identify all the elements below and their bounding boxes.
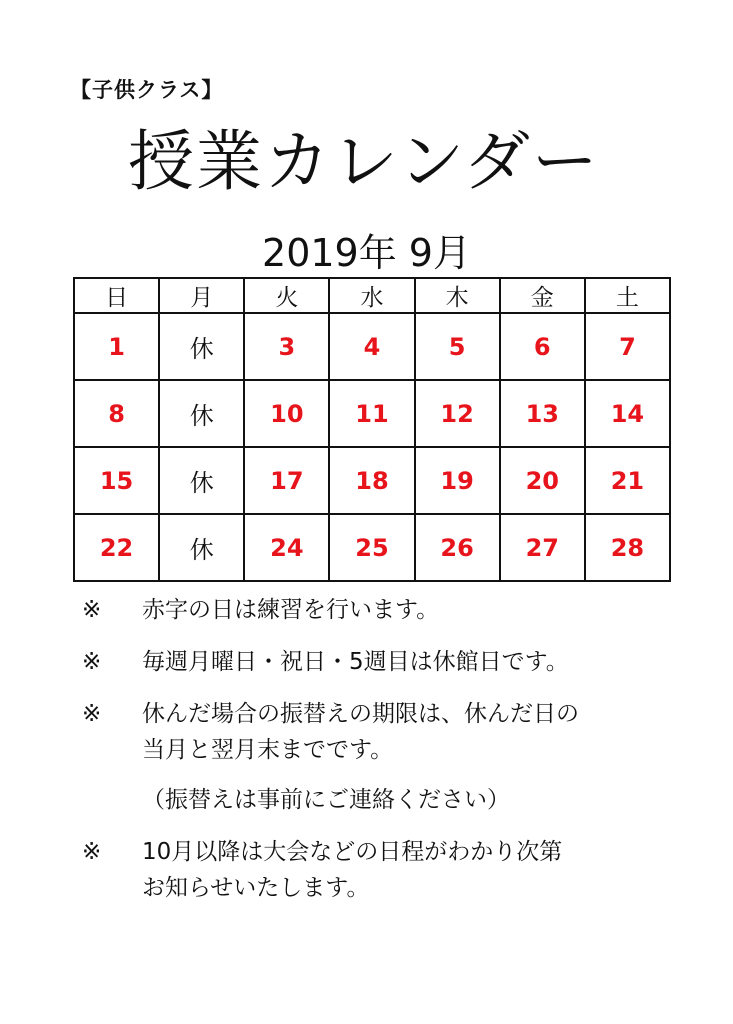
day-cell: 19: [415, 447, 500, 514]
note-body: [142, 834, 562, 906]
weekday-sun: 日: [74, 278, 159, 313]
day-cell: 4: [329, 313, 414, 380]
day-cell: 7: [585, 313, 670, 380]
notes-list: [82, 592, 702, 922]
day-cell: 17: [244, 447, 329, 514]
closed-cell: 休: [159, 313, 244, 380]
day-cell: 12: [415, 380, 500, 447]
note-line: 毎週月曜日・祝日・5週目は休館日です。: [142, 649, 569, 675]
note-body: [142, 644, 569, 680]
day-cell: 25: [329, 514, 414, 581]
day-cell: 11: [329, 380, 414, 447]
weekday-header-row: [74, 278, 670, 313]
note-line: 10月以降は大会などの日程がわかり次第: [142, 839, 563, 865]
week-row: [74, 514, 670, 581]
day-cell: 27: [500, 514, 585, 581]
note-mark: ※: [82, 839, 102, 865]
day-cell: 6: [500, 313, 585, 380]
closed-cell: 休: [159, 380, 244, 447]
note-parenthetical: （振替えは事前にご連絡ください）: [142, 787, 510, 813]
note-item: [82, 834, 702, 906]
page-title: 授業カレンダー: [128, 123, 600, 200]
note-line: 当月と翌月末までです。: [142, 737, 394, 763]
class-subtitle: 【子供クラス】: [70, 78, 224, 102]
closed-cell: 休: [159, 514, 244, 581]
month-title: 2019年 9月: [262, 231, 471, 275]
day-cell: 20: [500, 447, 585, 514]
day-cell: 1: [74, 313, 159, 380]
weekday-mon: 月: [159, 278, 244, 313]
day-cell: 26: [415, 514, 500, 581]
note-mark: ※: [82, 649, 102, 675]
day-cell: 21: [585, 447, 670, 514]
note-body: [142, 592, 439, 628]
note-line: 休んだ場合の振替えの期限は、休んだ日の: [142, 701, 579, 727]
note-line: お知らせいたします。: [142, 875, 370, 901]
closed-cell: 休: [159, 447, 244, 514]
note-mark: ※: [82, 701, 102, 727]
week-row: [74, 380, 670, 447]
note-body: [142, 696, 579, 818]
day-cell: 28: [585, 514, 670, 581]
day-cell: 5: [415, 313, 500, 380]
note-item: [82, 696, 702, 818]
week-row: [74, 313, 670, 380]
weekday-fri: 金: [500, 278, 585, 313]
note-item: [82, 644, 702, 680]
note-mark: ※: [82, 597, 102, 623]
day-cell: 13: [500, 380, 585, 447]
day-cell: 3: [244, 313, 329, 380]
weekday-thu: 木: [415, 278, 500, 313]
calendar-table: [73, 277, 671, 582]
day-cell: 22: [74, 514, 159, 581]
note-line: 赤字の日は練習を行います。: [142, 597, 440, 623]
day-cell: 8: [74, 380, 159, 447]
day-cell: 10: [244, 380, 329, 447]
weekday-wed: 水: [329, 278, 414, 313]
day-cell: 14: [585, 380, 670, 447]
week-row: [74, 447, 670, 514]
weekday-tue: 火: [244, 278, 329, 313]
weekday-sat: 土: [585, 278, 670, 313]
day-cell: 18: [329, 447, 414, 514]
day-cell: 24: [244, 514, 329, 581]
note-item: [82, 592, 702, 628]
day-cell: 15: [74, 447, 159, 514]
